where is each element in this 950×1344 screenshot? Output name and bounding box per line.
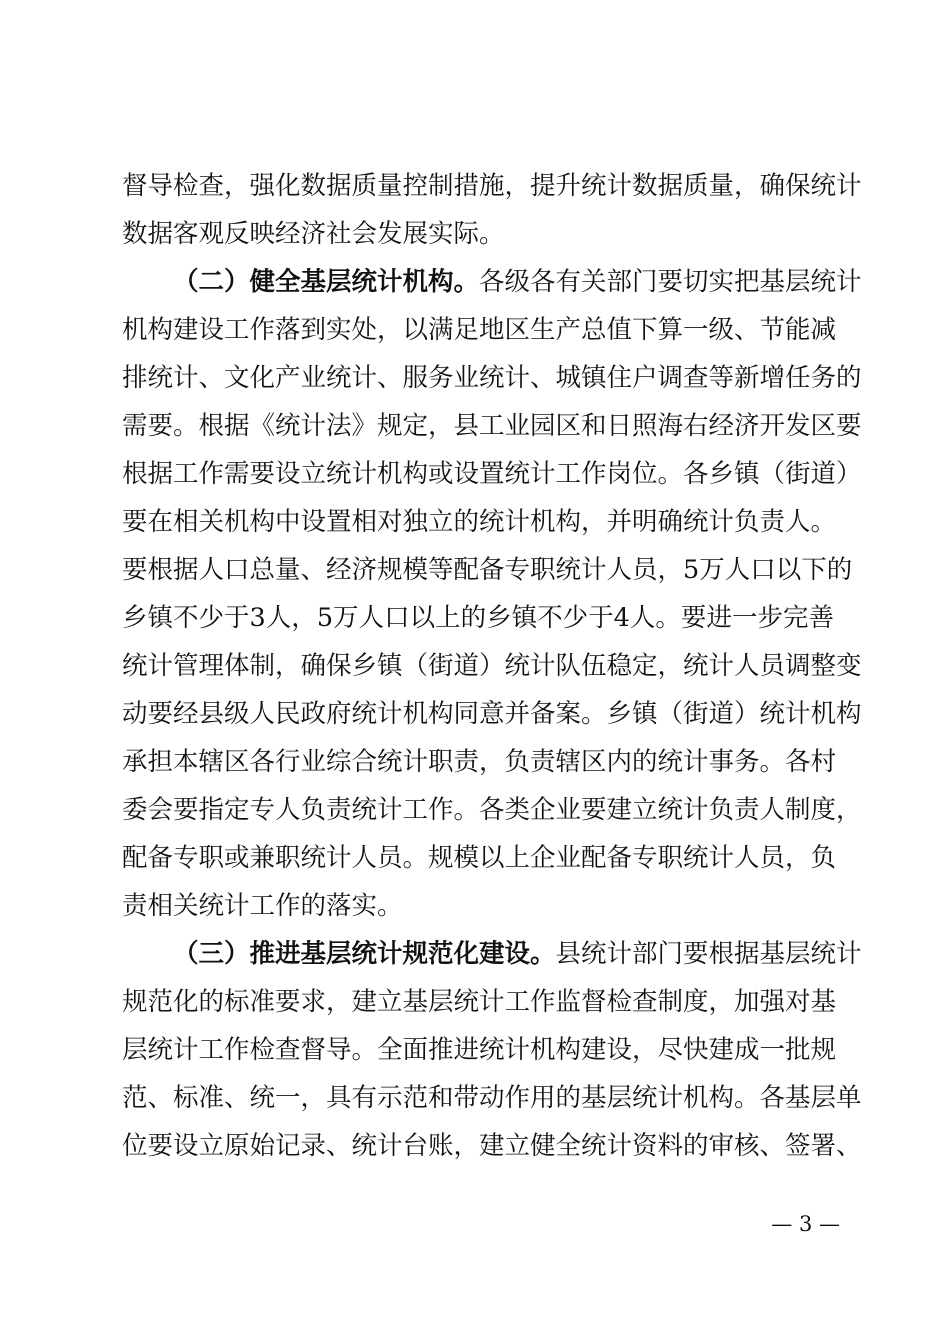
text-line: 机构建设工作落到实处，以满足地区生产总值下算一级、节能减 [122,315,837,345]
text-line: 统计管理体制，确保乡镇（街道）统计队伍稳定，统计人员调整变 [122,651,862,681]
text-line: 要在相关机构中设置相对独立的统计机构，并明确统计负责人。 [122,507,837,537]
text-line: 层统计工作检查督导。全面推进统计机构建设，尽快建成一批规 [122,1035,837,1065]
text-line: 要根据人口总量、经济规模等配备专职统计人员，5万人口以下的 [122,555,853,585]
text-line: 位要设立原始记录、统计台账，建立健全统计资料的审核、签署、 [122,1131,862,1161]
text-line: 数据客观反映经济社会发展实际。 [122,219,505,249]
text-line: 乡镇不少于3人，5万人口以上的乡镇不少于4人。要进一步完善 [122,603,834,633]
text-line: 范、标准、统一，具有示范和带动作用的基层统计机构。各基层单 [122,1083,862,1113]
section-heading: （二）健全基层统计机构。 [173,267,480,297]
text-line: 需要。根据《统计法》规定，县工业园区和日照海右经济开发区要 [122,411,862,441]
text-line: 动要经县级人民政府统计机构同意并备案。乡镇（街道）统计机构 [122,699,862,729]
text-line: 督导检查，强化数据质量控制措施，提升统计数据质量，确保统计 [122,171,862,201]
section-heading-line: （三）推进基层统计规范化建设。县统计部门要根据基层统计 [173,939,862,969]
page-number: — 3 — [771,1212,840,1236]
text-line: 承担本辖区各行业综合统计职责，负责辖区内的统计事务。各村 [122,747,837,777]
text-line: 委会要指定专人负责统计工作。各类企业要建立统计负责人制度， [122,795,862,825]
section-heading: （三）推进基层统计规范化建设。 [173,939,556,969]
text-line: 配备专职或兼职统计人员。规模以上企业配备专职统计人员，负 [122,843,837,873]
text-line: 根据工作需要设立统计机构或设置统计工作岗位。各乡镇（街道） [122,459,862,489]
text-line: 排统计、文化产业统计、服务业统计、城镇住户调查等新增任务的 [122,363,862,393]
text-line: 规范化的标准要求，建立基层统计工作监督检查制度，加强对基 [122,987,837,1017]
text-line: 责相关统计工作的落实。 [122,891,403,921]
section-heading-line: （二）健全基层统计机构。各级各有关部门要切实把基层统计 [173,267,862,297]
